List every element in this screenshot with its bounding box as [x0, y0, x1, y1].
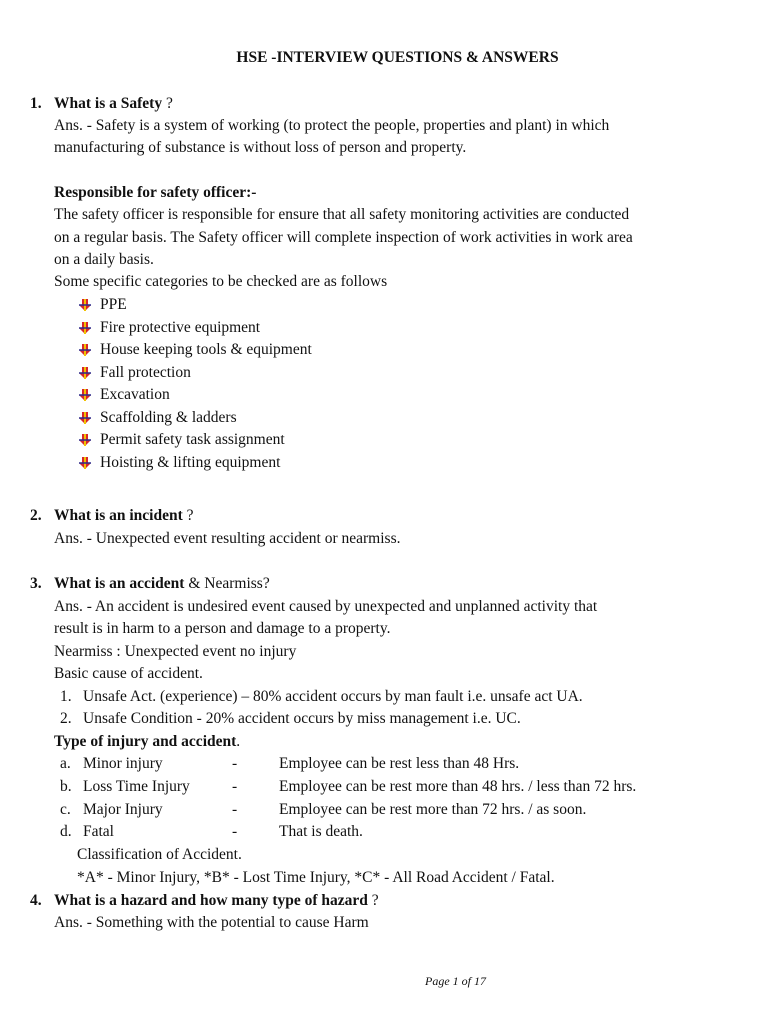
- injury-type-heading-text: Type of injury and accident: [54, 733, 237, 750]
- arrow-bullet-icon: [78, 433, 92, 447]
- injury-dash: -: [232, 823, 238, 840]
- arrow-bullet-icon: [78, 366, 92, 380]
- classification-heading: Classification of Accident.: [77, 846, 242, 863]
- injury-dash: -: [232, 778, 238, 795]
- question-4-number: 4.: [30, 892, 42, 909]
- question-4: [54, 891, 379, 911]
- arrow-bullet-icon: [78, 411, 92, 425]
- list-item-label: PPE: [100, 296, 127, 313]
- list-item-label: House keeping tools & equipment: [100, 341, 312, 358]
- injury-letter: d.: [60, 823, 72, 840]
- injury-type-heading-dot: .: [236, 733, 241, 750]
- cause-number: 2.: [60, 710, 72, 727]
- injury-dash: -: [232, 755, 238, 772]
- question-2: [54, 506, 194, 526]
- page-number: Page 1 of 17: [425, 974, 486, 988]
- responsibility-heading: Responsible for safety officer:-: [54, 184, 257, 201]
- injury-type-heading: [54, 732, 240, 752]
- list-item-label: Scaffolding & ladders: [100, 409, 237, 426]
- answer-2: Ans. - Unexpected event resulting accident or nearmiss.: [54, 530, 401, 547]
- injury-description: That is death.: [279, 823, 363, 840]
- classification-values: *A* - Minor Injury, *B* - Lost Time Injury, *C* - All Road Accident / Fatal.: [77, 869, 555, 886]
- arrow-bullet-icon: [78, 456, 92, 470]
- injury-letter: a.: [60, 755, 71, 772]
- arrow-bullet-icon: [78, 388, 92, 402]
- injury-description: Employee can be rest less than 48 Hrs.: [279, 755, 520, 772]
- answer-1-line-2: manufacturing of substance is without loss of person and property.: [54, 139, 467, 156]
- nearmiss-definition: Nearmiss : Unexpected event no injury: [54, 643, 297, 660]
- responsibility-line-2: on a regular basis. The Safety officer will complete inspection of work activities in work area: [54, 229, 633, 246]
- arrow-bullet-icon: [78, 343, 92, 357]
- responsibility-line-1: The safety officer is responsible for ensure that all safety monitoring activities are conducted: [54, 206, 630, 223]
- list-item-label: Hoisting & lifting equipment: [100, 454, 281, 471]
- arrow-bullet-icon: [78, 321, 92, 335]
- question-1-text: What is a Safety: [54, 95, 163, 112]
- injury-letter: c.: [60, 801, 71, 818]
- question-2-number: 2.: [30, 507, 42, 524]
- question-2-mark: ?: [182, 507, 194, 524]
- list-item-label: Excavation: [100, 386, 170, 403]
- injury-name: Fatal: [83, 823, 114, 840]
- list-item-label: Fall protection: [100, 364, 191, 381]
- injury-name: Major Injury: [83, 801, 163, 818]
- injury-letter: b.: [60, 778, 72, 795]
- injury-description: Employee can be rest more than 48 hrs. / less than 72 hrs.: [279, 778, 637, 795]
- list-item-label: Permit safety task assignment: [100, 431, 285, 448]
- answer-3-line-2: result is in harm to a person and damage to a property.: [54, 620, 391, 637]
- question-1: [54, 94, 173, 114]
- answer-4: Ans. - Something with the potential to cause Harm: [54, 914, 369, 931]
- question-2-text: What is an incident: [54, 507, 183, 524]
- cause-number: 1.: [60, 688, 72, 705]
- question-3-mark: & Nearmiss?: [184, 575, 270, 592]
- question-3-number: 3.: [30, 575, 42, 592]
- cause-text: Unsafe Condition - 20% accident occurs by miss management i.e. UC.: [83, 710, 521, 727]
- question-1-mark: ?: [162, 95, 173, 112]
- answer-1-line-1: Ans. - Safety is a system of working (to protect the people, properties and plant) in which: [54, 117, 610, 134]
- question-3: [54, 574, 270, 594]
- cause-text: Unsafe Act. (experience) – 80% accident occurs by man fault i.e. unsafe act UA.: [83, 688, 583, 705]
- responsibility-line-4: Some specific categories to be checked are as follows: [54, 273, 388, 290]
- injury-dash: -: [232, 801, 238, 818]
- question-1-number: 1.: [30, 95, 42, 112]
- injury-name: Minor injury: [83, 755, 163, 772]
- list-item-label: Fire protective equipment: [100, 319, 261, 336]
- injury-description: Employee can be rest more than 72 hrs. / as soon.: [279, 801, 587, 818]
- question-3-text: What is an accident: [54, 575, 185, 592]
- page-title: HSE -INTERVIEW QUESTIONS & ANSWERS: [236, 49, 559, 66]
- basic-cause-heading: Basic cause of accident.: [54, 665, 203, 682]
- arrow-bullet-icon: [78, 298, 92, 312]
- question-4-text: What is a hazard and how many type of hazard: [54, 892, 368, 909]
- answer-3-line-1: Ans. - An accident is undesired event caused by unexpected and unplanned activity that: [54, 598, 598, 615]
- question-4-mark: ?: [367, 892, 379, 909]
- responsibility-line-3: on a daily basis.: [54, 251, 154, 268]
- injury-name: Loss Time Injury: [83, 778, 190, 795]
